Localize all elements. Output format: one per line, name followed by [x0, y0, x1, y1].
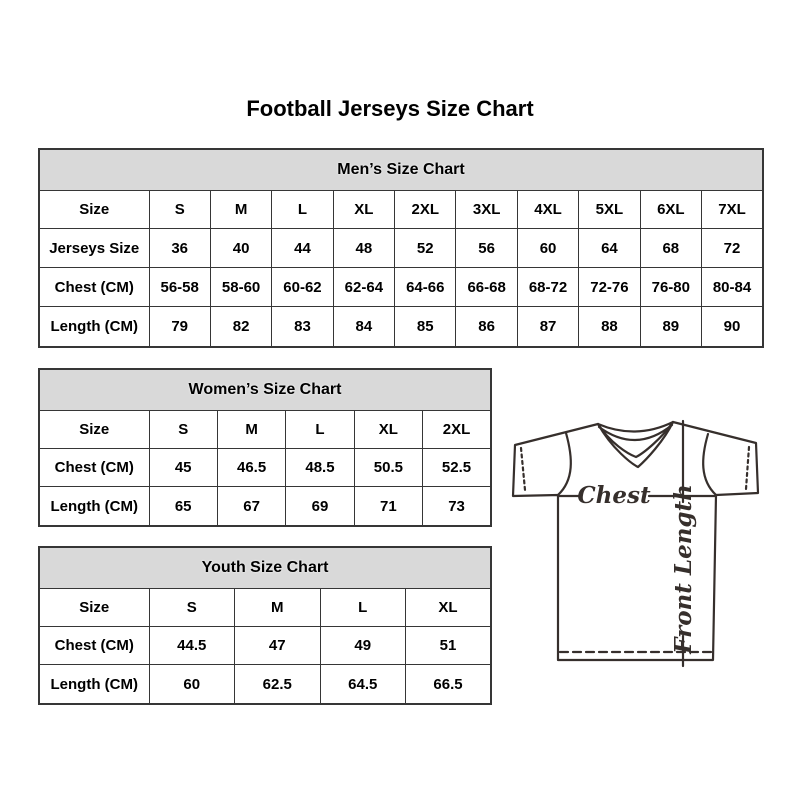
row-label-cell: Chest (CM): [39, 268, 149, 307]
value-cell: 52: [395, 229, 456, 268]
value-cell: 49: [320, 626, 406, 664]
value-cell: S: [149, 588, 235, 626]
youth-table-title: Youth Size Chart: [39, 547, 491, 588]
value-cell: 68: [640, 229, 701, 268]
row-label-cell: Chest (CM): [39, 448, 149, 486]
value-cell: 60: [517, 229, 578, 268]
value-cell: L: [286, 410, 354, 448]
jersey-measurement-diagram: [500, 400, 800, 700]
value-cell: 44: [272, 229, 333, 268]
value-cell: 3XL: [456, 190, 517, 229]
value-cell: XL: [406, 588, 492, 626]
value-cell: 86: [456, 307, 517, 347]
value-cell: XL: [354, 410, 422, 448]
value-cell: 85: [395, 307, 456, 347]
table-row: [39, 665, 491, 704]
value-cell: 79: [149, 307, 210, 347]
value-cell: 4XL: [517, 190, 578, 229]
value-cell: 62.5: [235, 665, 321, 704]
value-cell: 6XL: [640, 190, 701, 229]
table-row: [39, 229, 763, 268]
mens-table-title: Men’s Size Chart: [39, 149, 763, 190]
table-row: [39, 410, 491, 448]
value-cell: L: [272, 190, 333, 229]
value-cell: 66.5: [406, 665, 492, 704]
value-cell: 72-76: [579, 268, 640, 307]
table-row: [39, 268, 763, 307]
value-cell: 60: [149, 665, 235, 704]
value-cell: 5XL: [579, 190, 640, 229]
value-cell: M: [235, 588, 321, 626]
row-label-cell: Length (CM): [39, 487, 149, 526]
value-cell: 52.5: [423, 448, 491, 486]
value-cell: 73: [423, 487, 491, 526]
value-cell: 65: [149, 487, 217, 526]
womens-table: [38, 368, 492, 527]
value-cell: 71: [354, 487, 422, 526]
youth-table: [38, 546, 492, 705]
value-cell: 68-72: [517, 268, 578, 307]
value-cell: 72: [702, 229, 763, 268]
value-cell: 83: [272, 307, 333, 347]
value-cell: 46.5: [217, 448, 285, 486]
value-cell: 67: [217, 487, 285, 526]
row-label-cell: Size: [39, 588, 149, 626]
value-cell: 76-80: [640, 268, 701, 307]
value-cell: XL: [333, 190, 394, 229]
value-cell: S: [149, 410, 217, 448]
row-label-cell: Chest (CM): [39, 626, 149, 664]
table-row: [39, 626, 491, 664]
value-cell: 2XL: [395, 190, 456, 229]
youth-size-table: [38, 546, 492, 705]
mens-size-table: [38, 148, 764, 348]
value-cell: 56-58: [149, 268, 210, 307]
value-cell: S: [149, 190, 210, 229]
mens-table: [38, 148, 764, 348]
value-cell: 87: [517, 307, 578, 347]
value-cell: 44.5: [149, 626, 235, 664]
row-label-cell: Size: [39, 410, 149, 448]
value-cell: 47: [235, 626, 321, 664]
value-cell: 84: [333, 307, 394, 347]
row-label-cell: Length (CM): [39, 307, 149, 347]
value-cell: 69: [286, 487, 354, 526]
value-cell: 51: [406, 626, 492, 664]
row-label-cell: Jerseys Size: [39, 229, 149, 268]
value-cell: 48: [333, 229, 394, 268]
value-cell: 50.5: [354, 448, 422, 486]
value-cell: 60-62: [272, 268, 333, 307]
page-title: Football Jerseys Size Chart: [246, 96, 534, 121]
womens-size-table: [38, 368, 492, 527]
value-cell: 66-68: [456, 268, 517, 307]
value-cell: M: [217, 410, 285, 448]
front-length-label: Front Length: [670, 484, 697, 654]
table-row: [39, 588, 491, 626]
value-cell: 80-84: [702, 268, 763, 307]
value-cell: 45: [149, 448, 217, 486]
jersey-diagram-svg: [500, 400, 800, 700]
value-cell: 82: [210, 307, 271, 347]
value-cell: 48.5: [286, 448, 354, 486]
value-cell: 88: [579, 307, 640, 347]
table-row: [39, 190, 763, 229]
value-cell: 36: [149, 229, 210, 268]
value-cell: 40: [210, 229, 271, 268]
chest-label: Chest: [577, 482, 651, 509]
value-cell: M: [210, 190, 271, 229]
value-cell: 2XL: [423, 410, 491, 448]
row-label-cell: Length (CM): [39, 665, 149, 704]
value-cell: 64: [579, 229, 640, 268]
womens-table-title: Women’s Size Chart: [39, 369, 491, 410]
jersey-outline-group: [513, 421, 758, 666]
row-label-cell: Size: [39, 190, 149, 229]
value-cell: 90: [702, 307, 763, 347]
value-cell: 64-66: [395, 268, 456, 307]
value-cell: 56: [456, 229, 517, 268]
value-cell: 89: [640, 307, 701, 347]
value-cell: 7XL: [702, 190, 763, 229]
table-row: [39, 448, 491, 486]
table-row: [39, 307, 763, 347]
value-cell: 58-60: [210, 268, 271, 307]
value-cell: 62-64: [333, 268, 394, 307]
table-row: [39, 487, 491, 526]
value-cell: L: [320, 588, 406, 626]
value-cell: 64.5: [320, 665, 406, 704]
